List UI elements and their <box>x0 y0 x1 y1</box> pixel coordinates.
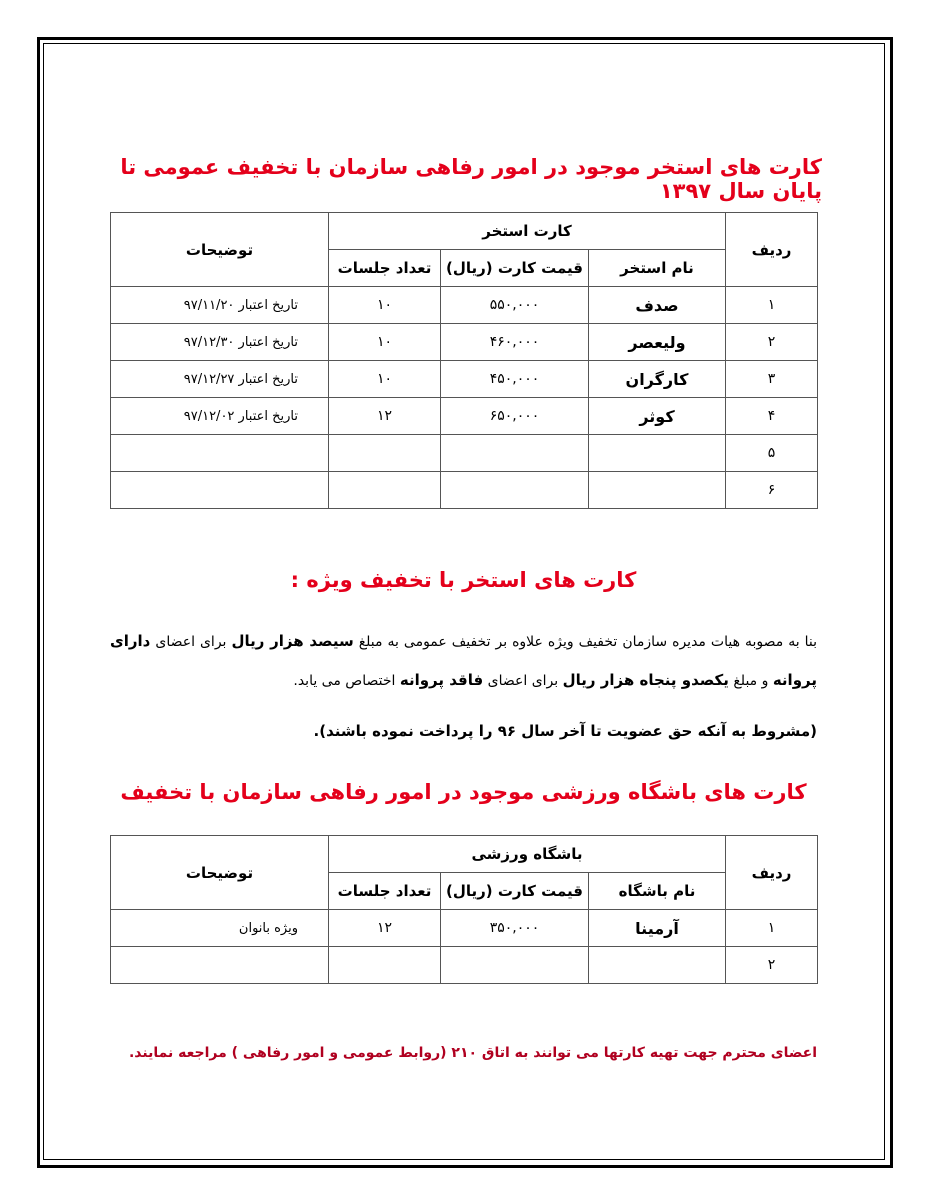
cell-row: ۶ <box>726 472 818 509</box>
discount-paragraph <box>110 622 817 700</box>
table-row <box>111 324 818 361</box>
cell-sessions <box>329 947 441 984</box>
cell-sessions: ۱۰ <box>329 287 441 324</box>
cell-name <box>589 947 726 984</box>
header-name: نام استخر <box>589 250 726 287</box>
text: بنا به مصوبه هیات مدیره سازمان تخفیف ویژه علاوه بر تخفیف عمومی به مبلغ <box>353 634 817 650</box>
header-sessions: تعداد جلسات <box>329 250 441 287</box>
header-price: قیمت کارت (ریال) <box>441 250 589 287</box>
cell-desc <box>111 947 329 984</box>
header-name: نام باشگاه <box>589 873 726 910</box>
header-desc: توضیحات <box>111 836 329 910</box>
text: اختصاص می یابد. <box>293 673 400 689</box>
table-row <box>111 287 818 324</box>
cell-desc: تاریخ اعتبار ۹۷/۱۱/۲۰ <box>111 287 329 324</box>
cell-name <box>589 472 726 509</box>
header-group: کارت استخر <box>329 213 726 250</box>
cell-desc: تاریخ اعتبار ۹۷/۱۲/۰۲ <box>111 398 329 435</box>
table-row <box>111 398 818 435</box>
table-row <box>111 947 818 984</box>
cell-row: ۵ <box>726 435 818 472</box>
cell-sessions: ۱۰ <box>329 361 441 398</box>
cell-price: ۴۶۰,۰۰۰ <box>441 324 589 361</box>
text: برای اعضای <box>483 673 563 689</box>
cell-price <box>441 947 589 984</box>
table-row <box>111 472 818 509</box>
title-pool-cards: کارت های استخر موجود در امور رفاهی سازمان با تخفیف عمومی تا پایان سال ۱۳۹۷ <box>120 155 822 203</box>
condition-note: (مشروط به آنکه حق عضویت تا آخر سال ۹۶ را پرداخت نموده باشند). <box>313 722 817 740</box>
table-row <box>111 910 818 947</box>
cell-name: آرمینا <box>589 910 726 947</box>
cell-name: صدف <box>589 287 726 324</box>
title-special-discount: کارت های استخر با تخفیف ویژه : <box>290 568 637 592</box>
cell-name: کوثر <box>589 398 726 435</box>
table-row <box>111 435 818 472</box>
header-sessions: تعداد جلسات <box>329 873 441 910</box>
header-desc: توضیحات <box>111 213 329 287</box>
cell-price: ۵۵۰,۰۰۰ <box>441 287 589 324</box>
cell-price <box>441 472 589 509</box>
cell-desc <box>111 472 329 509</box>
bold-text: یکصدو پنجاه هزار ریال <box>562 671 729 689</box>
pool-cards-table <box>110 212 818 509</box>
header-row-number: ردیف <box>726 213 818 287</box>
header-group: باشگاه ورزشی <box>329 836 726 873</box>
cell-row: ۱ <box>726 287 818 324</box>
cell-name: ولیعصر <box>589 324 726 361</box>
cell-desc: تاریخ اعتبار ۹۷/۱۲/۳۰ <box>111 324 329 361</box>
bold-text: دارای پروانه <box>110 632 817 689</box>
header-row-number: ردیف <box>726 836 818 910</box>
cell-price <box>441 435 589 472</box>
cell-row: ۲ <box>726 324 818 361</box>
cell-row: ۳ <box>726 361 818 398</box>
cell-sessions: ۱۰ <box>329 324 441 361</box>
cell-sessions <box>329 472 441 509</box>
bold-text: فاقد پروانه <box>399 671 484 689</box>
table-row <box>111 361 818 398</box>
cell-row: ۱ <box>726 910 818 947</box>
gym-cards-table <box>110 835 818 984</box>
cell-price: ۴۵۰,۰۰۰ <box>441 361 589 398</box>
cell-row: ۲ <box>726 947 818 984</box>
cell-price: ۳۵۰,۰۰۰ <box>441 910 589 947</box>
cell-price: ۶۵۰,۰۰۰ <box>441 398 589 435</box>
bold-text: سیصد هزار ریال <box>231 632 354 650</box>
cell-name <box>589 435 726 472</box>
cell-sessions <box>329 435 441 472</box>
text: و مبلغ <box>728 673 773 689</box>
cell-desc: ویژه بانوان <box>111 910 329 947</box>
cell-desc: تاریخ اعتبار ۹۷/۱۲/۲۷ <box>111 361 329 398</box>
footer-note: اعضای محترم جهت تهیه کارتها می توانند به اتاق ۲۱۰ (روابط عمومی و امور رفاهی ) مراجعه نمایند. <box>128 1045 817 1061</box>
cell-name: کارگران <box>589 361 726 398</box>
cell-row: ۴ <box>726 398 818 435</box>
text: برای اعضای <box>150 634 232 650</box>
title-gym-cards: کارت های باشگاه ورزشی موجود در امور رفاهی سازمان با تخفیف <box>120 780 807 804</box>
cell-desc <box>111 435 329 472</box>
page-border-inner <box>43 43 885 1160</box>
header-price: قیمت کارت (ریال) <box>441 873 589 910</box>
cell-sessions: ۱۲ <box>329 910 441 947</box>
cell-sessions: ۱۲ <box>329 398 441 435</box>
